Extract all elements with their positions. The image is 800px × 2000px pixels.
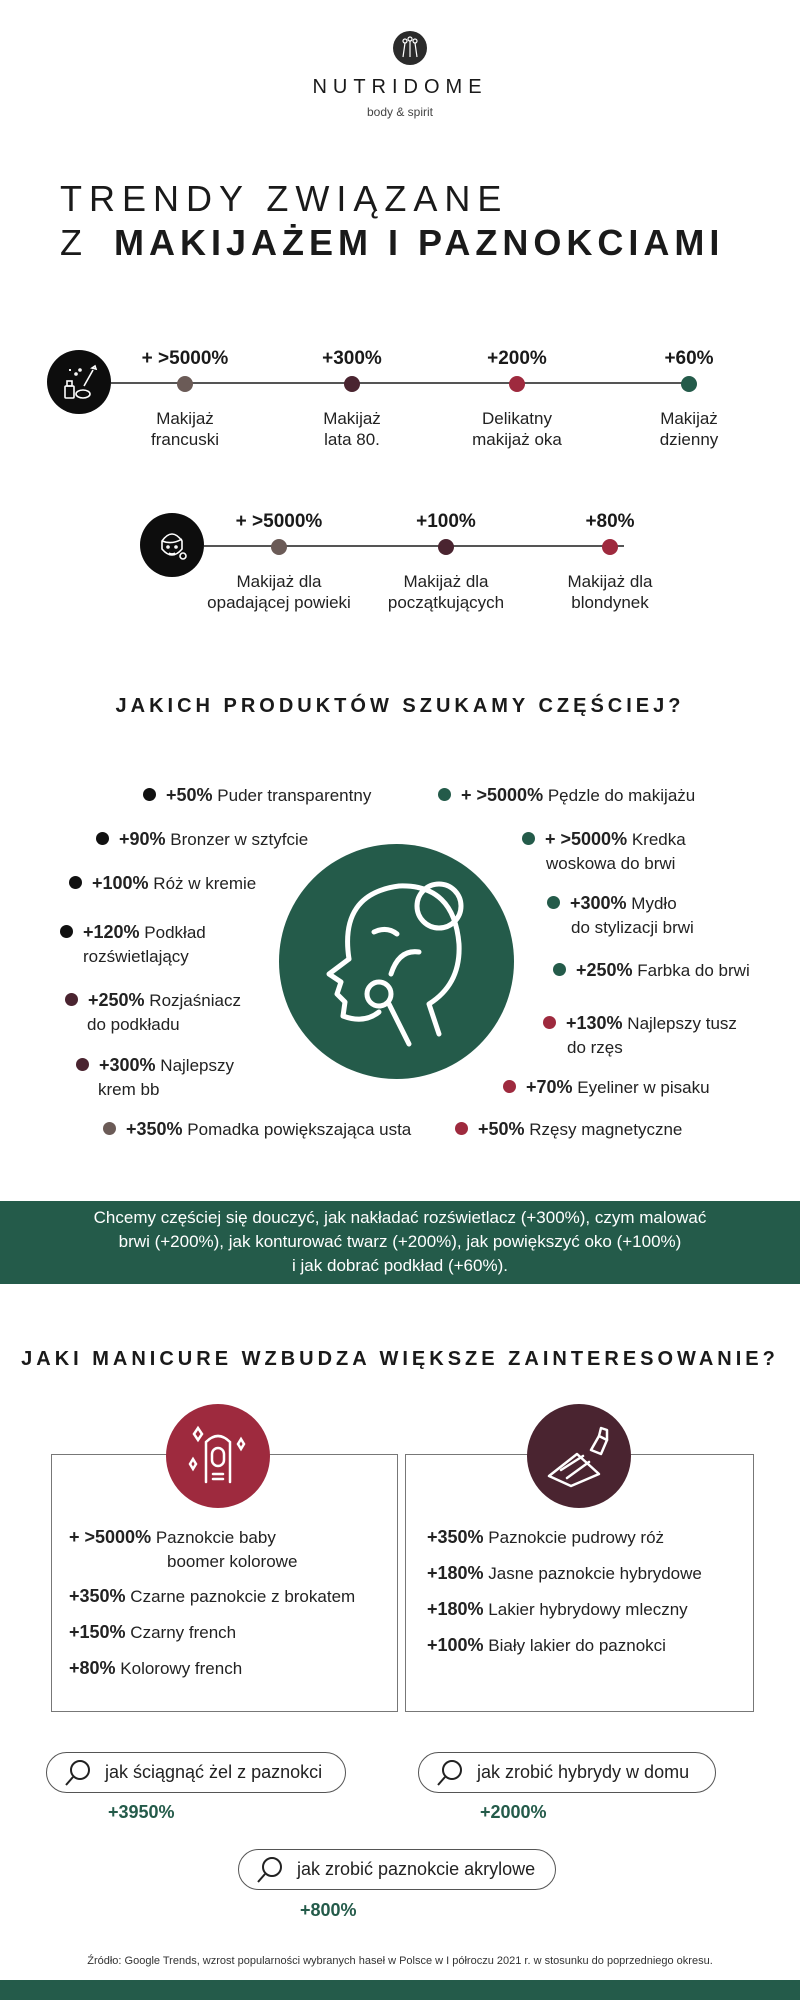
timeline-label xyxy=(194,571,364,613)
banner-line3: i jak dobrać podkład (+60%). xyxy=(292,1256,508,1275)
product-bullet xyxy=(553,963,566,976)
timeline-percent: + >5000% xyxy=(235,511,323,532)
timeline-label-line1: Makijaż xyxy=(156,409,214,428)
manicure-item xyxy=(69,1525,297,1574)
product-item xyxy=(143,783,371,808)
product-item xyxy=(69,871,256,896)
brand-logo xyxy=(393,31,427,65)
product-item xyxy=(65,988,241,1037)
product-bullet xyxy=(69,876,82,889)
brand-name: NUTRIDOME xyxy=(312,76,488,98)
brand-tagline: body & spirit xyxy=(366,105,434,119)
manicure-percent: +350% xyxy=(427,1527,484,1547)
timeline-label xyxy=(361,571,531,613)
search-query-2: jak zrobić hybrydy w domu xyxy=(477,1762,690,1782)
product-item xyxy=(455,1117,682,1142)
timeline-label-line1: Makijaż dla xyxy=(403,572,489,591)
product-percent: +250% xyxy=(576,960,633,980)
manicure-item xyxy=(69,1656,242,1681)
timeline1-line xyxy=(111,382,691,384)
search-pct-2: +2000% xyxy=(480,1802,547,1822)
product-bullet xyxy=(438,788,451,801)
product-bullet xyxy=(76,1058,89,1071)
timeline-label-line1: Makijaż xyxy=(660,409,718,428)
manicure-name: Czarne paznokcie z brokatem xyxy=(130,1587,356,1606)
product-name: Najlepszy xyxy=(160,1056,234,1075)
timeline-dot xyxy=(438,539,454,555)
manicure-percent: + >5000% xyxy=(69,1527,152,1547)
product-percent: +300% xyxy=(570,893,627,913)
product-item xyxy=(522,827,686,876)
manicure-percent: +150% xyxy=(69,1622,126,1642)
product-item xyxy=(96,827,308,852)
timeline-percent: +200% xyxy=(487,348,547,369)
timeline-label xyxy=(432,408,602,450)
search-query-1: jak ściągnąć żel z paznokci xyxy=(105,1762,323,1782)
product-name: Rozjaśniacz xyxy=(149,991,241,1010)
product-name: Puder transparentny xyxy=(217,786,372,805)
title-line1: TRENDY ZWIĄZANE xyxy=(60,178,509,219)
product-bullet xyxy=(503,1080,516,1093)
title-prefix: Z xyxy=(60,222,86,263)
manicure-name: Kolorowy french xyxy=(120,1659,243,1678)
product-bullet xyxy=(522,832,535,845)
manicure-name: Lakier hybrydowy mleczny xyxy=(488,1600,688,1619)
product-percent: + >5000% xyxy=(461,785,544,805)
product-percent: +100% xyxy=(92,873,149,893)
makeup-tools-icon xyxy=(47,350,111,414)
product-name: Mydło xyxy=(631,894,677,913)
timeline-label-line1: Delikatny xyxy=(482,409,552,428)
search-pill-3 xyxy=(238,1849,556,1890)
product-percent: +300% xyxy=(99,1055,156,1075)
product-item xyxy=(103,1117,411,1142)
product-item xyxy=(553,958,750,983)
manicure-item xyxy=(69,1620,236,1645)
timeline-label-line1: Makijaż dla xyxy=(236,572,322,591)
product-bullet xyxy=(547,896,560,909)
product-name: Farbka do brwi xyxy=(637,961,750,980)
manicure-item xyxy=(427,1561,702,1586)
product-name-line2: do rzęs xyxy=(567,1038,623,1057)
manicure-item xyxy=(427,1525,664,1550)
manicure-name: Paznokcie pudrowy róż xyxy=(488,1528,665,1547)
banner-line1: Chcemy częściej się douczyć, jak nakładać rozświetlacz (+300%), czym malować xyxy=(93,1208,707,1227)
product-name: Pomadka powiększająca usta xyxy=(187,1120,412,1139)
timeline-label xyxy=(100,408,270,450)
product-percent: +120% xyxy=(83,922,140,942)
manicure-name: Biały lakier do paznokci xyxy=(488,1636,666,1655)
product-bullet xyxy=(65,993,78,1006)
timeline-percent: + >5000% xyxy=(141,348,229,369)
product-name: Rzęsy magnetyczne xyxy=(529,1120,683,1139)
product-item xyxy=(503,1075,710,1100)
product-name: Podkład xyxy=(144,923,206,942)
magnifier-icon xyxy=(255,1855,285,1885)
product-name: Kredka xyxy=(631,830,686,849)
product-percent: +50% xyxy=(478,1119,525,1139)
timeline-label-line1: Makijaż xyxy=(323,409,381,428)
product-name: Pędzle do makijażu xyxy=(547,786,696,805)
search-query-3: jak zrobić paznokcie akrylowe xyxy=(297,1859,536,1879)
product-item xyxy=(76,1053,234,1102)
timeline-label xyxy=(267,408,437,450)
product-bullet xyxy=(60,925,73,938)
product-name-line2: do podkładu xyxy=(87,1015,180,1034)
product-percent: +70% xyxy=(526,1077,573,1097)
timeline-dot xyxy=(602,539,618,555)
timeline-percent: +300% xyxy=(322,348,382,369)
timeline-percent: +100% xyxy=(416,511,476,532)
timeline-label xyxy=(604,408,774,450)
face-skincare-icon xyxy=(279,844,514,1079)
manicure-name: Paznokcie baby xyxy=(155,1528,276,1547)
timeline-label-line2: początkujących xyxy=(387,593,505,612)
timeline-label-line2: francuski xyxy=(150,430,220,449)
product-percent: +350% xyxy=(126,1119,183,1139)
face-makeup-icon xyxy=(140,513,204,577)
search-pill-2 xyxy=(418,1752,716,1793)
product-name-line2: krem bb xyxy=(98,1080,160,1099)
timeline-dot xyxy=(509,376,525,392)
manicure-percent: +180% xyxy=(427,1599,484,1619)
search-pct-1: +3950% xyxy=(108,1802,175,1822)
search-pct-3: +800% xyxy=(300,1900,357,1920)
manicure-item xyxy=(427,1633,666,1658)
product-bullet xyxy=(143,788,156,801)
title-bold: MAKIJAŻEM I PAZNOKCIAMI xyxy=(114,222,725,263)
timeline2-line xyxy=(204,545,624,547)
timeline-label xyxy=(525,571,695,613)
product-name: Bronzer w sztyfcie xyxy=(170,830,309,849)
product-percent: +90% xyxy=(119,829,166,849)
product-percent: +250% xyxy=(88,990,145,1010)
timeline-label-line2: blondynek xyxy=(571,593,649,612)
insight-banner xyxy=(0,1201,800,1284)
product-bullet xyxy=(103,1122,116,1135)
timeline-label-line2: dzienny xyxy=(659,430,719,449)
product-item xyxy=(60,920,206,969)
manicure-percent: +100% xyxy=(427,1635,484,1655)
product-item xyxy=(543,1011,737,1060)
footer-bar xyxy=(0,1980,800,2000)
manicure-percent: +180% xyxy=(427,1563,484,1583)
manicure-item xyxy=(69,1584,355,1609)
source-note: Źródło: Google Trends, wzrost popularności wybranych haseł w Polsce w I półroczu 2021 r. w stosunku do poprzedniego okresu. xyxy=(87,1955,713,1967)
manicure-item xyxy=(427,1597,688,1622)
product-bullet xyxy=(96,832,109,845)
product-bullet xyxy=(455,1122,468,1135)
product-name: Róż w kremie xyxy=(153,874,257,893)
magnifier-icon xyxy=(63,1758,93,1788)
product-percent: +50% xyxy=(166,785,213,805)
product-bullet xyxy=(543,1016,556,1029)
timeline-dot xyxy=(271,539,287,555)
timeline-percent: +80% xyxy=(585,511,635,532)
manicure-name: Czarny french xyxy=(130,1623,237,1642)
magnifier-icon xyxy=(435,1758,465,1788)
manicure-percent: +80% xyxy=(69,1658,116,1678)
manicure-heading: JAKI MANICURE WZBUDZA WIĘKSZE ZAINTERESOWANIE? xyxy=(21,1348,779,1370)
title-line2 xyxy=(60,222,724,264)
timeline-label-line2: lata 80. xyxy=(324,430,380,449)
product-name: Najlepszy tusz xyxy=(627,1014,737,1033)
timeline-dot xyxy=(177,376,193,392)
product-percent: +130% xyxy=(566,1013,623,1033)
manicure-name: Jasne paznokcie hybrydowe xyxy=(488,1564,702,1583)
timeline-label-line2: opadającej powieki xyxy=(207,593,351,612)
product-percent: + >5000% xyxy=(545,829,628,849)
nail-sparkle-icon xyxy=(166,1404,270,1508)
search-pill-1 xyxy=(46,1752,346,1793)
product-name-line2: woskowa do brwi xyxy=(546,854,676,873)
manicure-percent: +350% xyxy=(69,1586,126,1606)
timeline-dot xyxy=(681,376,697,392)
timeline-label-line2: makijaż oka xyxy=(472,430,562,449)
nail-polish-brush-icon xyxy=(527,1404,631,1508)
timeline-label-line1: Makijaż dla xyxy=(567,572,653,591)
timeline-percent: +60% xyxy=(664,348,714,369)
product-item xyxy=(438,783,695,808)
product-item xyxy=(547,891,694,940)
timeline-dot xyxy=(344,376,360,392)
products-heading: JAKICH PRODUKTÓW SZUKAMY CZĘŚCIEJ? xyxy=(115,695,685,717)
product-name: Eyeliner w pisaku xyxy=(577,1078,710,1097)
product-name-line2: rozświetlający xyxy=(83,947,189,966)
banner-line2: brwi (+200%), jak konturować twarz (+200%), jak powiększyć oko (+100%) xyxy=(118,1232,682,1251)
product-name-line2: do stylizacji brwi xyxy=(571,918,694,937)
manicure-name-line2: boomer kolorowe xyxy=(167,1552,298,1571)
